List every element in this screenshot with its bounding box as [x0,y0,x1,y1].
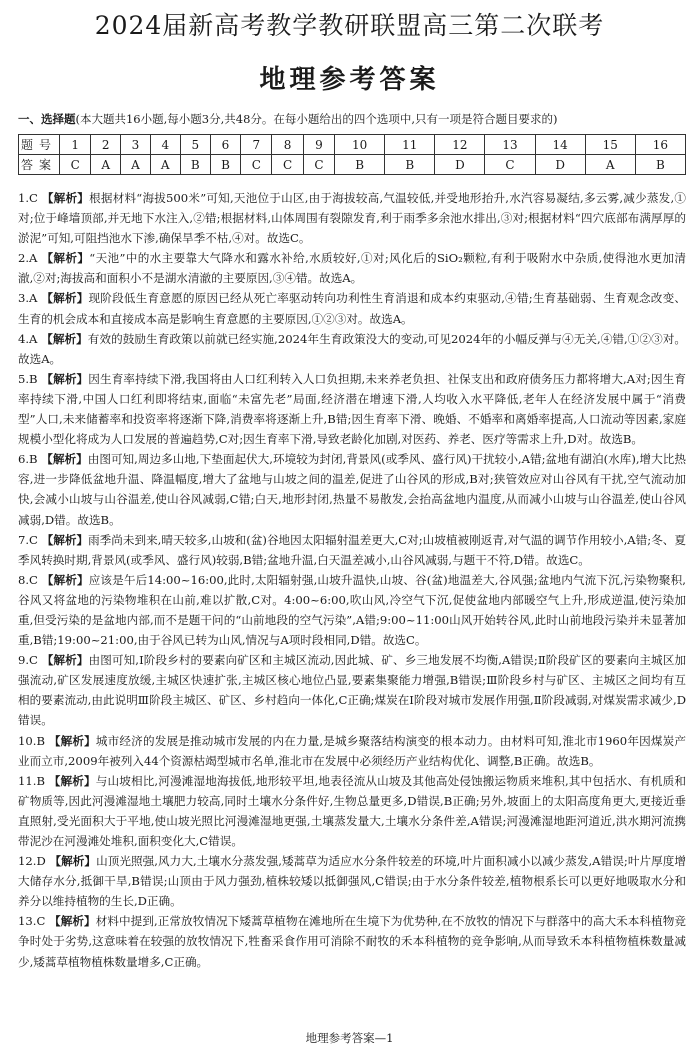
answer-cell: D [435,155,485,175]
explanation-number: 9.C [18,653,38,668]
question-number-cell: 16 [635,135,685,155]
explanation-text: 现阶段低生育意愿的原因已经从死亡率驱动转向功利性生育消退和成本约束驱动,④错;生育基础弱、生育观念改变、生育的机会成本和直接成本高是影响生育意愿的主要原因,①②③对。故选A。 [18,291,686,326]
explanation-item [18,771,686,851]
analysis-tag: 【解析】 [41,532,89,547]
explanation-text: 根据材料“海拔500米”可知,天池位于山区,由于海拔较高,气温较低,并受地形抬升,水汽容易凝结,多云雾,减少蒸发,①对;位于峰墙顶部,并无地下水注入,②错;根据材料,山体周围有裂隙发育,利于雨季多余池水排出,③对;根据材料“四穴底部布满厚厚的淤泥”可知,可阻挡池水下渗,确保旱季不枯,④对。故选C。 [18,191,686,246]
explanation-item [18,851,686,911]
explanation-item [18,530,686,570]
explanation-item [18,288,686,328]
explanation-text: 由图可知,Ⅰ阶段乡村的要素向矿区和主城区流动,因此城、矿、乡三地发展不均衡,A错误;Ⅱ阶段矿区的要素向主城区加强流动,矿区发展速度放缓,主城区快速扩张,主城区核心地位凸显,要素集聚能力增强,B错误;Ⅲ阶段乡村与矿区、主城区之间均有互相的要素流动,由此说明Ⅲ阶段主城区、矿区、乡村趋向一体化,C正确;煤炭在Ⅰ阶段对城市发展作用强,Ⅱ阶段减弱,对煤炭需求减少,D错误。 [18,653,686,728]
explanation-text: “天池”中的水主要靠大气降水和露水补给,水质较好,①对;风化后的SiO₂颗粒,有利于吸附水中杂质,使得池水更加清澈,②对;海拔高和面积小不是湖水清澈的主要原因,③④错。故选A。 [18,251,686,286]
answer-cell: A [91,155,121,175]
answer-cell: C [272,155,303,175]
explanation-number: 3.A [18,291,38,306]
analysis-tag: 【解析】 [41,291,89,306]
analysis-tag: 【解析】 [41,653,89,668]
analysis-tag: 【解析】 [41,371,89,386]
question-number-cell: 3 [121,135,151,155]
analysis-tag: 【解析】 [48,733,96,748]
explanation-number: 7.C [18,532,38,547]
explanation-text: 与山坡相比,河漫滩湿地海拔低,地形较平坦,地表径流从山坡及其他高处侵蚀搬运物质来堆积,其中包括水、有机质和矿物质等,因此河漫滩湿地土壤肥力较高,同时土壤水分条件好,生物总量更多,D错误,B正确;另外,坡面上的太阳高度角更大,更接近垂直照射,受光面积大于平地,使山坡光照比河漫滩湿地更强,土壤蒸发量大,土壤水分条件差,A错误;河漫滩湿地距河道近,洪水期河流携带泥沙在河漫滩处堆积,面积变化大,C错误。 [18,773,686,848]
explanation-text: 有效的鼓励生育政策以前就已经实施,2024年生育政策没大的变动,可见2024年的小幅反弹与④无关,④错,①②③对。故选A。 [18,331,686,366]
question-number-cell: 13 [485,135,535,155]
question-number-cell: 4 [150,135,180,155]
question-number-cell: 6 [210,135,240,155]
answer-cell: B [335,155,385,175]
explanation-text: 城市经济的发展是推动城市发展的内在力量,是城乡聚落结构演变的根本动力。由材料可知,淮北市1960年因煤炭产业而立市,2009年被列入44个资源枯竭型城市名单,淮北市在发展中必须经历产业结构优化、调整,B正确。故选B。 [18,733,686,768]
explanation-number: 13.C [18,914,46,929]
explanation-item [18,570,686,650]
answer-cell: B [385,155,435,175]
explanation-item [18,911,686,971]
answer-cell: A [150,155,180,175]
explanation-item [18,188,686,248]
answer-cell: D [535,155,585,175]
question-number-cell: 8 [272,135,303,155]
explanation-number: 1.C [18,191,38,205]
answer-cell: C [60,155,91,175]
section-heading [18,110,688,128]
explanation-text: 因生育率持续下滑,我国将由人口红利转入人口负担期,未来养老负担、社保支出和政府债务压力都将增大,A对;因生育率持续下滑,中国人口红利即将结束,面临“未富先老”局面,经济潜在增速下滑,人均收入水平降低,老年人在经济发展中属于“消费型”人口,未来储蓄率和投资率将逐渐下降,消费率将逐渐上升,B错;因生育率下滑、晚婚、不婚率和离婚率提高,人口流动等因素,家庭规模小型化将成为人口发展的普遍趋势,C对;因生育率下滑,导致老龄化加剧,对医药、养老、医疗等需求上升,D对。故选B。 [18,371,686,447]
explanations [18,188,686,972]
question-number-cell: 7 [241,135,272,155]
analysis-tag: 【解析】 [41,572,89,587]
explanation-item [18,248,686,288]
question-number-cell: 15 [585,135,635,155]
analysis-tag: 【解析】 [49,914,96,929]
question-number-cell: 2 [91,135,121,155]
explanation-number: 8.C [18,572,38,587]
question-number-cell: 10 [335,135,385,155]
answer-cell: A [121,155,151,175]
answer-title: 地理参考答案 [259,65,440,95]
explanation-text: 应该是午后14:00~16:00,此时,太阳辐射强,山坡升温快,山坡、谷(盆)地温差大,谷风强;盆地内气流下沉,污染物聚积,谷风又将盆地的污染物堆积在山前,难以扩散,C对。4:00~6:00,吹山风,冷空气下沉,促使盆地内部暖空气上升,形成逆温,使污染加重,但受污染的是盆地内部,而不是题干问的“山前地段的空气污染”,A错;9:00~11:00山风开始转谷风,此时山前地段污染并未显著加重,B错;19:00~21:00,由于谷风已转为山风,情况与A项时段相同,D错。故选C。 [18,572,686,648]
analysis-tag: 【解析】 [41,331,88,346]
answer-cell: C [303,155,334,175]
answer-cell: C [241,155,272,175]
answer-cell: A [585,155,635,175]
explanation-text: 材料中提到,正常放牧情况下矮蒿草植物在滩地所在生境下为优势种,在不放牧的情况下与群落中的高大禾本科植物竞争时处于劣势,这意味着在较强的放牧情况下,牲畜采食作用可消除不耐牧的禾本科植物的竞争影响,从而导致禾本科植物植株数量减少,矮蒿草植物植株数量增多,C正确。 [18,914,686,969]
explanation-number: 10.B [18,733,45,748]
explanation-item [18,449,686,529]
answer-cell: B [635,155,685,175]
explanation-item [18,731,686,771]
question-number-cell: 1 [60,135,91,155]
explanation-item [18,369,686,449]
analysis-tag: 【解析】 [48,773,96,788]
explanation-text: 雨季尚未到来,晴天较多,山坡和(盆)谷地因太阳辐射温差更大,C对;山坡植被刚返青,对气温的调节作用较小,A错;冬、夏季风转换时期,背景风(或季风、盛行风)较弱,B错;盆地升温,白天温差减小,山谷风减弱,与题干不符,D错。故选C。 [18,532,686,567]
answer-table [18,134,686,175]
analysis-tag: 【解析】 [41,452,88,467]
explanation-number: 2.A [18,251,38,266]
answer-row [19,155,686,175]
exam-title: 2024届新高考教学教研联盟高三第二次联考 [94,11,605,40]
explanation-number: 4.A [18,331,38,346]
question-number-cell: 11 [385,135,435,155]
question-number-row [19,135,686,155]
explanation-number: 11.B [18,773,45,788]
answer-header: 答案 [19,155,60,175]
question-number-cell: 5 [180,135,210,155]
question-number-header: 题号 [19,135,60,155]
explanation-number: 6.B [18,452,38,467]
analysis-tag: 【解析】 [41,251,90,266]
answer-cell: C [485,155,535,175]
answer-cell: B [210,155,240,175]
explanation-number: 5.B [18,371,38,386]
explanation-text: 山顶光照强,风力大,土壤水分蒸发强,矮蒿草为适应水分条件较差的环境,叶片面积减小以减少蒸发,A错误;叶片厚度增大储存水分,抵御干旱,B错误;山顶由于风力强劲,植株较矮以抵御强风,C错误;由于水分条件较差,植物根系长可以更好地吸取水分和养分以维持植物的生长,D正确。 [18,854,686,909]
section-label: 一、选择题 [18,112,76,126]
page-footer: 地理参考答案—1 [305,1031,394,1045]
explanation-number: 12.D [18,854,46,869]
question-number-cell: 14 [535,135,585,155]
explanation-item [18,329,686,369]
answer-cell: B [180,155,210,175]
analysis-tag: 【解析】 [41,191,90,205]
section-note: (本大题共16小题,每小题3分,共48分。在每小题给出的四个选项中,只有一项是符合题目要求的) [75,112,558,126]
question-number-cell: 9 [303,135,334,155]
explanation-text: 由图可知,周边多山地,下垫面起伏大,环境较为封闭,背景风(或季风、盛行风)干扰较小,A错;盆地有湖泊(水库),增大比热容,进一步降低盆地升温、降温幅度,增大了盆地与山坡之间的温差,促进了山谷风的形成,B对;狭管效应对山谷风有干扰,空气流动加快,会减小山坡与山谷温差,使山谷风减弱,C错;白天,地形封闭,热量不易散发,会抬高盆地内温度,从而减小山坡与山谷温差,使山谷风减弱,D错。故选B。 [18,452,686,527]
explanation-item [18,650,686,730]
analysis-tag: 【解析】 [49,854,97,869]
question-number-cell: 12 [435,135,485,155]
